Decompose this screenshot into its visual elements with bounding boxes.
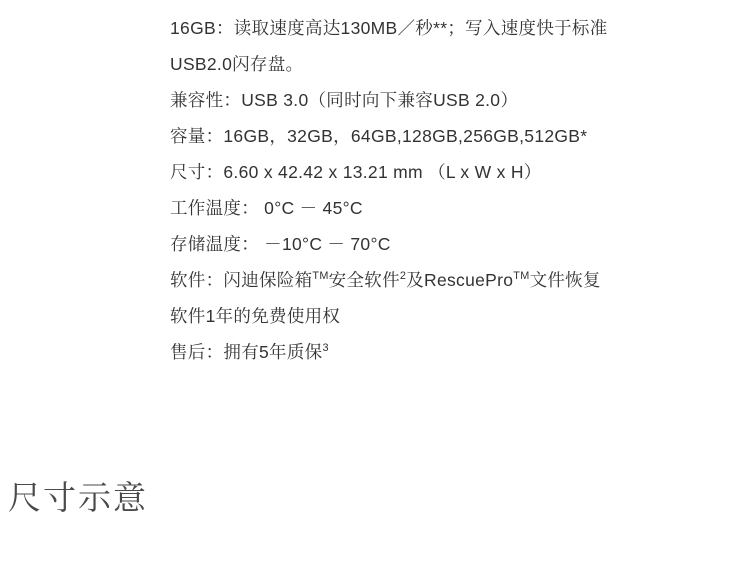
footnote-marker-3: 3 [322, 342, 329, 355]
warranty-text: 售后：拥有5年质保 [170, 342, 323, 362]
spec-line-dimensions: 尺寸：6.60 x 42.42 x 13.21 mm （L x W x H） [170, 162, 542, 182]
software-middle-text: 安全软件 [328, 270, 400, 290]
software-prefix-text: 软件：闪迪保险箱 [170, 270, 313, 290]
software-middle-text-2: 及RescuePro [406, 270, 514, 290]
section-heading-dimensions: 尺寸示意 [8, 479, 148, 516]
spec-line-operating-temperature: 工作温度： 0°C － 45°C [170, 198, 363, 218]
software-end-text: 文件恢复 [529, 270, 601, 290]
spec-line-compatibility: 兼容性：USB 3.0（同时向下兼容USB 2.0） [170, 90, 519, 110]
footnote-marker-2: 2 [399, 270, 407, 283]
spec-line-usb2-continuation: USB2.0闪存盘。 [170, 54, 304, 74]
trademark-symbol-1: TM [312, 270, 329, 283]
spec-line-software-continuation: 软件1年的免费使用权 [170, 306, 341, 326]
spec-line-read-speed: 16GB：读取速度高达130MB／秒**；写入速度快于标准 [170, 18, 608, 38]
trademark-symbol-2: TM [513, 270, 530, 283]
spec-line-software [170, 262, 730, 298]
spec-line-warranty [170, 334, 730, 370]
spec-line-capacity: 容量：16GB，32GB，64GB,128GB,256GB,512GB* [170, 126, 588, 146]
spec-line-storage-temperature: 存储温度： －10°C － 70°C [170, 234, 391, 254]
specifications-block [170, 10, 730, 370]
